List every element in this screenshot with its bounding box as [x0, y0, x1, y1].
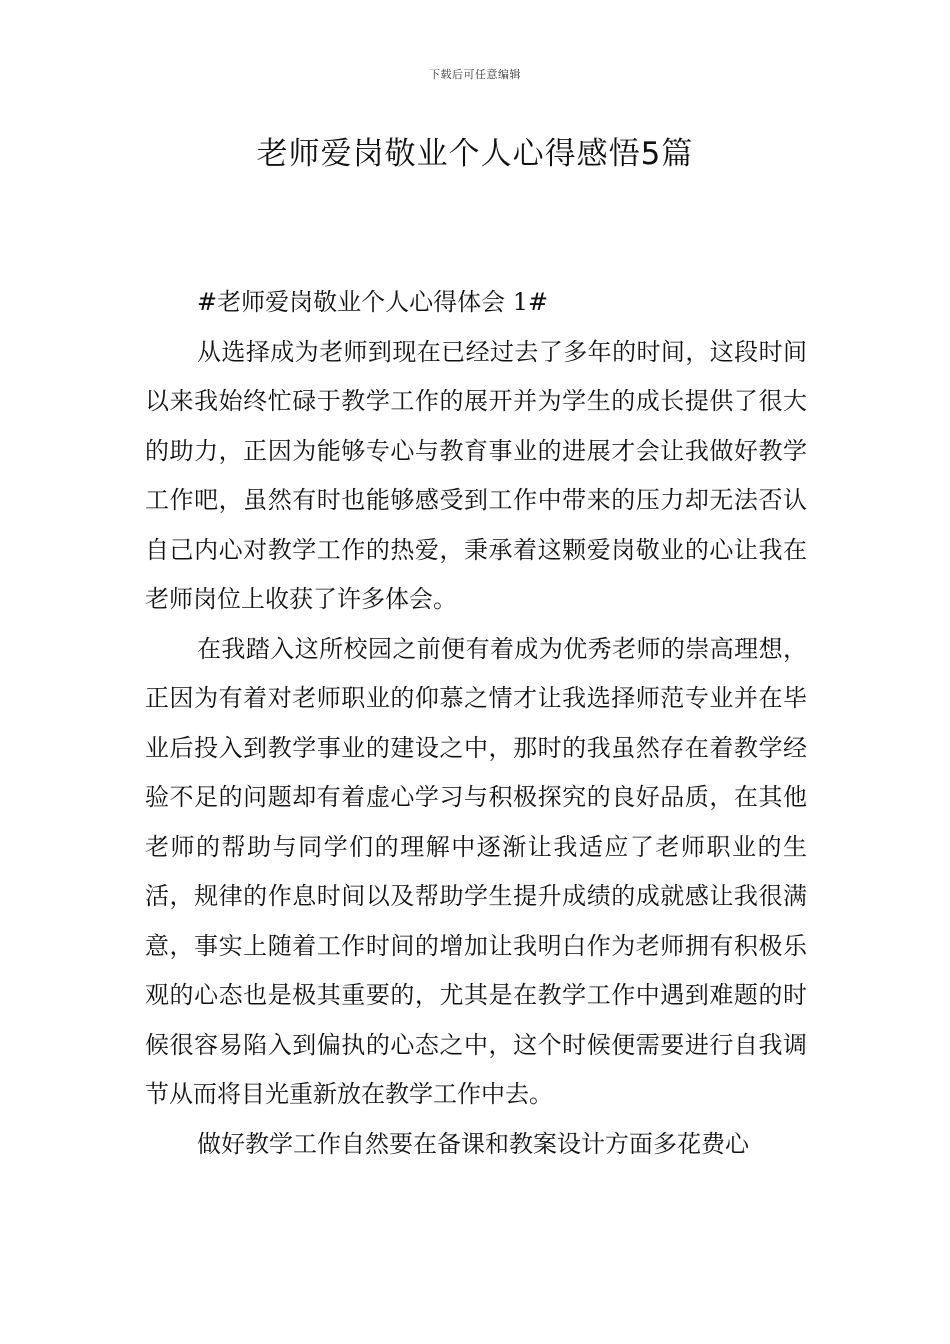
document-title: 老师爱岗敬业个人心得感悟5篇 — [256, 136, 694, 172]
paragraph: 从选择成为老师到现在已经过去了多年的时间，这段时间以来我始终忙碌于教学工作的展开并为学生的成长提供了很大的助力，正因为能够专心与教育事业的进展才会让我做好教学工作吧，虽然有时也能够感受到工作中带来的压力却无法否认自己内心对教学工作的热爱，秉承着这颗爱岗敬业的心让我在老师岗位上收获了许多体会。 — [145, 337, 807, 613]
section-heading: #老师爱岗敬业个人心得体会 1# — [197, 288, 549, 316]
paragraph: 在我踏入这所校园之前便有着成为优秀老师的崇高理想，正因为有着对老师职业的仰慕之情才让我选择师范专业并在毕业后投入到教学事业的建设之中，那时的我虽然存在着教学经验不足的问题却有着虚心学习与积极探究的良好品质，在其他老师的帮助与同学们的理解中逐渐让我适应了老师职业的生活，规律的作息时间以及帮助学生提升成绩的成就感让我很满意，事实上随着工作时间的增加让我明白作为老师拥有积极乐观的心态也是极其重要的，尤其是在教学工作中遇到难题的时候很容易陷入到偏执的心态之中，这个时候便需要进行自我调节从而将目光重新放在教学工作中去。 — [145, 634, 807, 1108]
document-body — [145, 278, 807, 1169]
header-note: 下载后可任意编辑 — [429, 68, 521, 81]
paragraph: 做好教学工作自然要在备课和教案设计方面多花费心 — [197, 1129, 749, 1158]
